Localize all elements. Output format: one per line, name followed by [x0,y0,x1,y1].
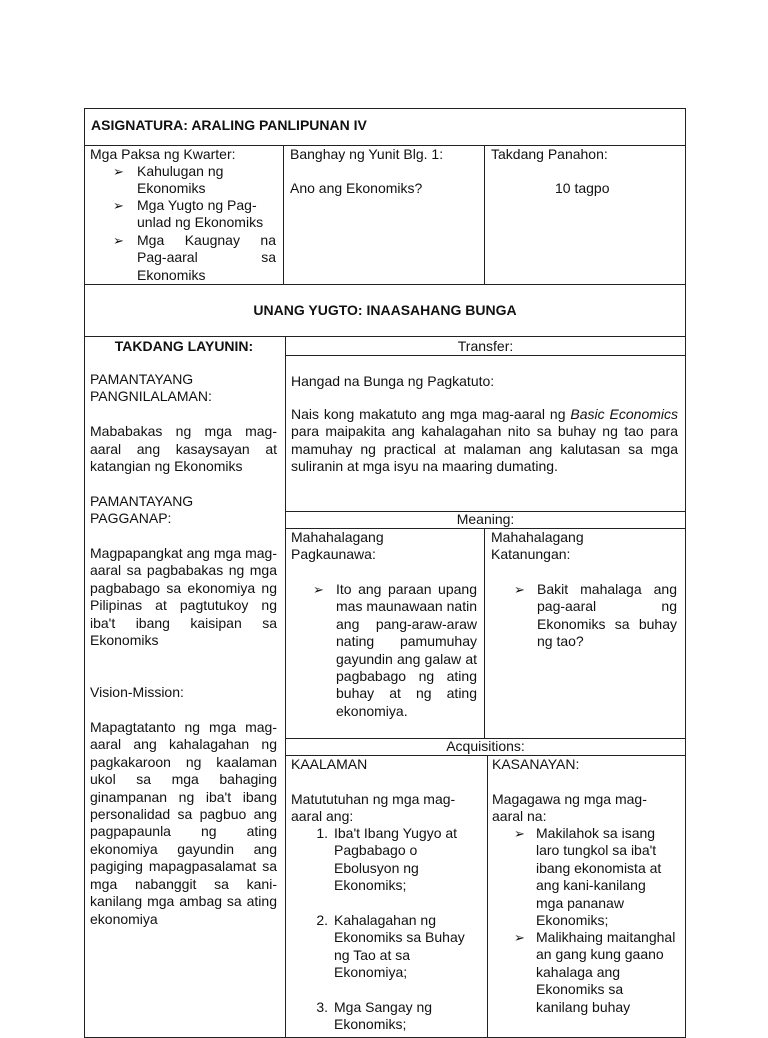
meaning-label: Meaning: [456,511,515,527]
topic-item: Mga Kaugnay na Pag-aaral sa Ekonomiks [137,232,276,283]
skills-intro: Magagawa ng mga mag-aaral na: [492,791,647,825]
list-number: 3. [316,999,328,1016]
goal-text-italic: Basic Economics [570,406,679,422]
topics-label: Mga Paksa ng Kwarter: [90,146,236,162]
understanding-item: Ito ang paraan upang mas maunawaan natin ang pang-araw-araw nating pamumuhay gayundin ang galaw at pagbabago ng ating buhay at ng ating ekonomiya. [336,581,477,719]
skills-item: Makilahok sa isang laro tungkol sa iba't ibang ekonomista at ang kani-kanilang mga pananaw Ekonomiks; [536,825,662,929]
objectives-content [90,371,277,928]
goal-text-part: Nais kong makatuto ang mga mag-aaral ng [291,406,566,422]
vision-mission-label: Vision-Mission: [90,684,184,701]
arrow-bullet-icon: ➢ [113,164,124,179]
arrow-bullet-icon: ➢ [113,233,124,248]
knowledge-intro: Matututuhan ng mga mag-aaral ang: [291,791,456,825]
unit-label: Banghay ng Yunit Blg. 1: [290,146,444,162]
time-label: Takdang Panahon: [491,146,608,162]
arrow-bullet-icon: ➢ [514,930,525,945]
list-number: 2. [316,912,328,929]
objectives-heading: TAKDANG LAYUNIN: [114,338,254,354]
vision-mission-text: Mapagtatanto ng mga mag-aaral ang kahalagahan ng pagkakaroon ng kaalaman ukol sa mga bahaging ginampanan ng iba't ibang personalidad sa pagbuo ang pagpapaunla ng ating ekonomiya gayundin ang pagiging mapagpasalamat sa mga nabanggit sa kani-kanilang mga ambag sa ating ekonomiya [90,719,277,927]
list-item [306,825,476,895]
topic-item: Mga Yugto ng Pag-unlad ng Ekonomiks [137,197,264,231]
acquisitions-label: Acquisitions: [446,738,525,754]
content-standard-label: PAMANTAYANG PANGNILALAMAN: [90,371,212,405]
understanding-label: Mahahalagang Pagkaunawa: [291,529,384,563]
arrow-bullet-icon: ➢ [313,582,324,597]
performance-standard-label: PAMANTAYANG PAGGANAP: [90,492,194,527]
arrow-bullet-icon: ➢ [514,582,525,597]
row-divider [84,336,686,337]
arrow-bullet-icon: ➢ [514,826,525,841]
knowledge-list [306,825,476,1034]
performance-standard-text: Magpapangkat ang mga mag-aaral sa pagbabakas ng mga pagbabago sa ekonomiya ng Pilipinas at pagtutukoy ng iba't ibang kaisipan sa Ekonomiks [90,545,277,649]
col-divider [487,755,488,1038]
knowledge-label: KAALAMAN [291,756,368,772]
list-item [306,912,476,982]
topic-item: Kahulugan ng Ekonomiks [137,163,224,197]
col-divider [484,528,485,738]
stage-title: UNANG YUGTO: INAASAHANG BUNGA [253,302,517,318]
transfer-label: Transfer: [457,338,514,354]
list-number: 1. [316,825,328,841]
col-divider [484,145,485,284]
skills-item: Malikhaing maitanghal an gang kung gaano kahalaga ang Ekonomiks sa kanilang buhay [536,929,676,1015]
arrow-bullet-icon: ➢ [113,198,124,213]
goal-text [291,406,678,476]
knowledge-item: Iba't Ibang Yugyo at Pagbabago o Ebolusyon ng Ekonomiks; [334,825,458,894]
goal-label: Hangad na Bunga ng Pagkatuto: [291,373,495,389]
goal-text-part: para maipakita ang kahalagahan nito sa buhay ng tao para mamuhay ng practical at malaman ang kalutasan sa mga suliranin at mga isyu na maaring dumating. [291,423,678,475]
question-item: Bakit mahalaga ang pag-aaral ng Ekonomiks sa buhay ng tao? [537,581,677,650]
time-value: 10 tagpo [555,180,610,196]
knowledge-item: Mga Sangay ng Ekonomiks; [334,999,433,1033]
question-label: Mahahalagang Katanungan: [491,529,584,563]
skills-label: KASANAYAN: [492,756,580,772]
subject-heading: ASIGNATURA: ARALING PANLIPUNAN IV [91,117,367,133]
col-divider [283,145,284,284]
list-item [306,999,476,1034]
content-standard-text: Mababakas ng mga mag-aaral ang kasaysayan at katangian ng Ekonomiks [90,423,277,475]
col-divider [285,336,286,1038]
knowledge-item: Kahalagahan ng Ekonomiks sa Buhay ng Tao at sa Ekonomiya; [334,912,465,981]
unit-title: Ano ang Ekonomiks? [290,180,423,196]
